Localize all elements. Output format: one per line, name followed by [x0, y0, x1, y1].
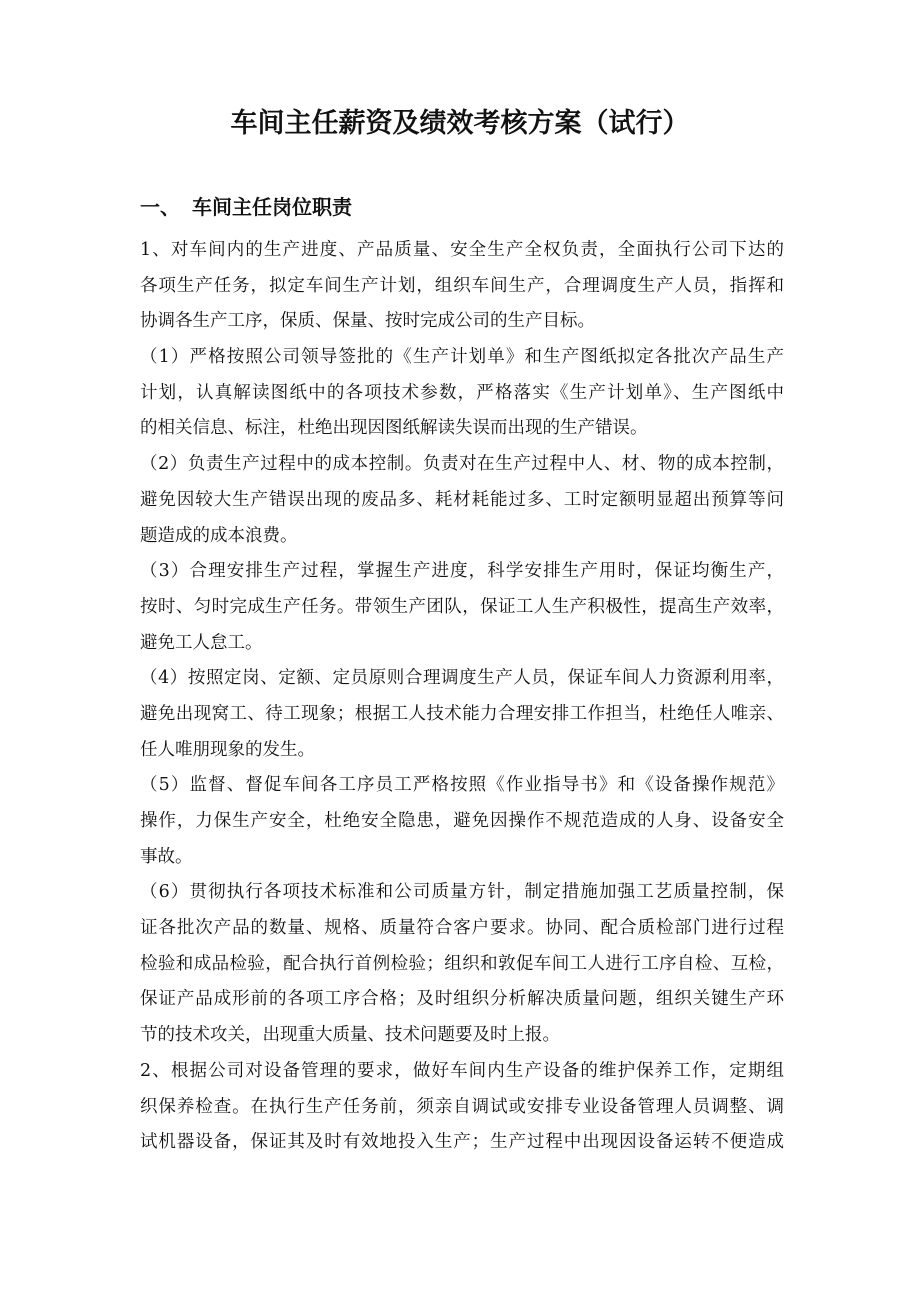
- paragraph-line: 的相关信息、标注，杜绝出现因图纸解读失误而出现的生产错误。: [140, 418, 648, 439]
- paragraph: [140, 447, 784, 554]
- document-body: [140, 233, 784, 1161]
- paragraph-line: 题造成的成本浪费。: [140, 525, 298, 546]
- paragraph: [140, 1054, 784, 1161]
- paragraph-line: （6）贯彻执行各项技术标准和公司质量方针，制定措施加强工艺质量控制，保: [140, 882, 784, 903]
- paragraph-line: 事故。: [140, 846, 193, 867]
- paragraph-line: 保证产品成形前的各项工序合格；及时组织分析解决质量问题，组织关键生产环: [140, 989, 784, 1010]
- paragraph-line: 1、对车间内的生产进度、产品质量、安全生产全权负责，全面执行公司下达的: [140, 240, 784, 260]
- paragraph-line: （1）严格按照公司领导签批的《生产计划单》和生产图纸拟定各批次产品生产: [140, 347, 784, 368]
- paragraph-line: （2）负责生产过程中的成本控制。负责对在生产过程中人、材、物的成本控制，: [140, 454, 784, 475]
- section-heading: [140, 190, 352, 224]
- section-number: 一、: [140, 195, 180, 219]
- paragraph-line: 操作，力保生产安全，杜绝安全隐患，避免因操作不规范造成的人身、设备安全: [140, 811, 784, 831]
- section-heading-text: 车间主任岗位职责: [192, 195, 352, 219]
- paragraph-line: （4）按照定岗、定额、定员原则合理调度生产人员，保证车间人力资源利用率，: [140, 668, 784, 689]
- paragraph-line: 各项生产任务，拟定车间生产计划，组织车间生产，合理调度生产人员，指挥和: [140, 275, 784, 296]
- paragraph-line: 协调各生产工序，保质、保量、按时完成公司的生产目标。: [140, 311, 595, 332]
- paragraph-line: 避免工人怠工。: [140, 632, 263, 653]
- paragraph: [140, 875, 784, 1053]
- paragraph-line: 计划，认真解读图纸中的各项技术参数，严格落实《生产计划单》、生产图纸中: [140, 382, 784, 403]
- paragraph-line: 试机器设备，保证其及时有效地投入生产；生产过程中出现因设备运转不便造成: [140, 1132, 784, 1153]
- paragraph-line: 避免因较大生产错误出现的废品多、耗材耗能过多、工时定额明显超出预算等问: [140, 489, 784, 510]
- paragraph-line: （3）合理安排生产过程，掌握生产进度，科学安排生产用时，保证均衡生产，: [140, 561, 784, 582]
- paragraph-line: 证各批次产品的数量、规格、质量符合客户要求。协同、配合质检部门进行过程: [140, 918, 784, 939]
- paragraph-line: 按时、匀时完成生产任务。带领生产团队，保证工人生产积极性，提高生产效率，: [140, 596, 784, 617]
- paragraph: [140, 233, 784, 340]
- paragraph-line: 避免出现窝工、待工现象；根据工人技术能力合理安排工作担当，杜绝任人唯亲、: [140, 703, 784, 724]
- paragraph: [140, 554, 784, 661]
- paragraph: [140, 661, 784, 768]
- paragraph-line: 任人唯朋现象的发生。: [140, 739, 315, 760]
- paragraph-line: 织保养检查。在执行生产任务前，须亲自调试或安排专业设备管理人员调整、调: [140, 1096, 784, 1117]
- paragraph-line: 2、根据公司对设备管理的要求，做好车间内生产设备的维护保养工作，定期组: [140, 1060, 784, 1081]
- paragraph: [140, 768, 784, 875]
- paragraph-line: 节的技术攻关，出现重大质量、技术问题要及时上报。: [140, 1025, 560, 1046]
- document-title: 车间主任薪资及绩效考核方案（试行）: [230, 108, 690, 139]
- paragraph-line: 检验和成品检验，配合执行首例检验；组织和敦促车间工人进行工序自检、互检，: [140, 953, 784, 974]
- paragraph: [140, 340, 784, 447]
- paragraph-line: （5）监督、督促车间各工序员工严格按照《作业指导书》和《设备操作规范》: [140, 775, 784, 796]
